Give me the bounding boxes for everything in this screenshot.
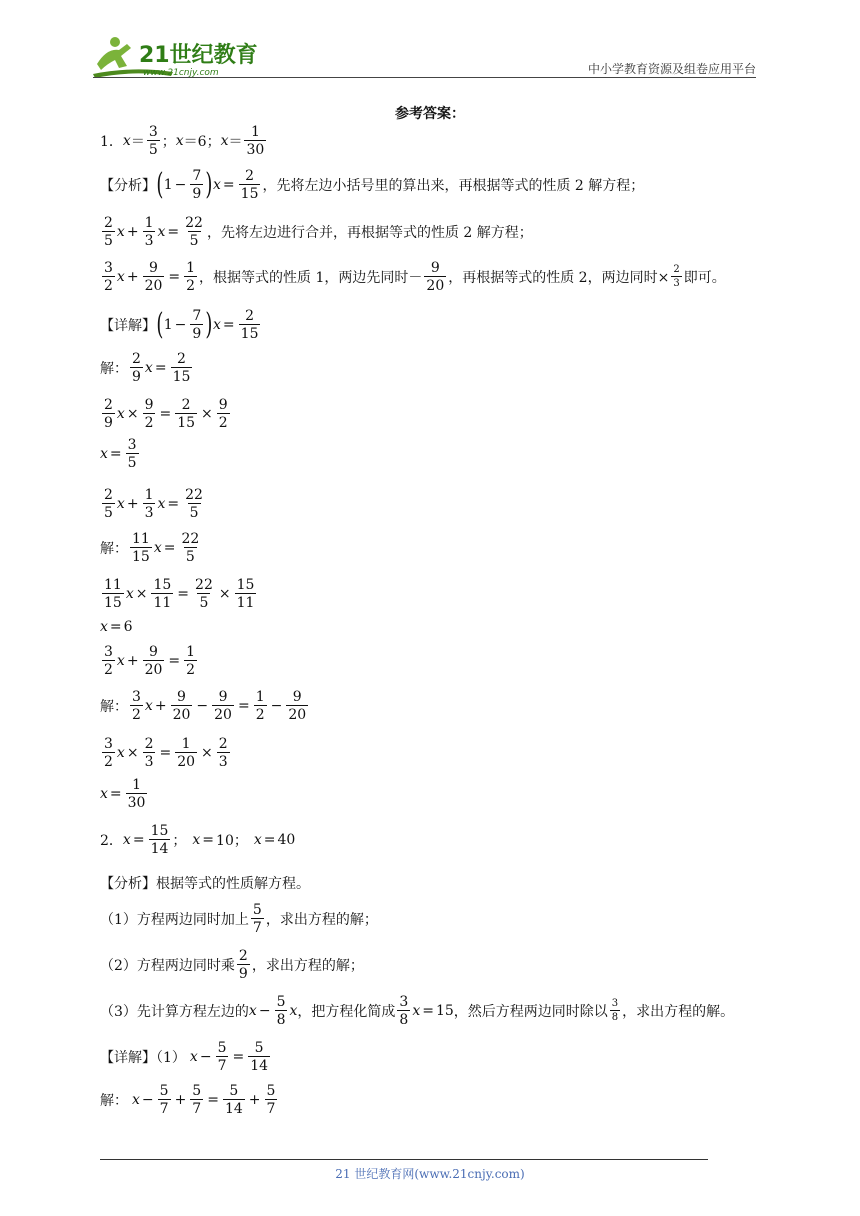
solution-step: 解： $\frac{11}{15}$ x = $\frac{22}{5}$ bbox=[100, 531, 200, 565]
analysis-2-step-2: （2）方程两边同时乘 $\frac{2}{9}$ ，求出方程的解； bbox=[100, 948, 364, 982]
detail-line-1: 【详解】 ( 1 − $\frac{7}{9}$ ) x = $\frac{2}{15}$ bbox=[100, 307, 259, 342]
answer-1-summary: 1． x ＝ $\frac{3}{5}$ ； x ＝6； x ＝ $\frac{1}{30}$ bbox=[100, 124, 265, 158]
21cnjy-logo bbox=[93, 34, 263, 80]
analysis-line-1: 【分析】 ( 1 − $\frac{7}{9}$ ) x = $\frac{2}{15}$ ，先将左边小括号里的算出来，再根据等式的性质 2 解方程； bbox=[100, 167, 645, 202]
answer-2-summary: 2． x = $\frac{15}{14}$ ； x = 10； x = 40 bbox=[100, 823, 296, 857]
solution-step: $\frac{11}{15}$ x × $\frac{15}{11}$ = $\frac{22}{5}$ × $\frac{15}{11}$ bbox=[104, 577, 255, 611]
analysis-line-3: $\frac{3}{2}$ x + $\frac{9}{20}$ = $\frac{1}{2}$ ，根据等式的性质 1，两边先同时－ $\frac{9}{20}$ ，再根据等式的性质 2，两边同时× $\frac{2}{3}$ 即可。 bbox=[104, 260, 726, 294]
analysis-line-2: $\frac{2}{5}$ x + $\frac{1}{3}$ x = $\frac{22}{5}$ ，先将左边进行合并，再根据等式的性质 2 解方程； bbox=[104, 215, 533, 249]
solution-step: $\frac{3}{2}$ x × $\frac{2}{3}$ = $\frac{1}{20}$ × $\frac{2}{3}$ bbox=[104, 736, 228, 770]
analysis-2-step-1: （1）方程两边同时加上 $\frac{5}{7}$ ，求出方程的解； bbox=[100, 902, 378, 936]
svg-text:www.21cnjy.com: www.21cnjy.com bbox=[143, 68, 219, 78]
analysis-2-step-3: （3）先计算方程左边的 x − $\frac{5}{8}$ x ，把方程化简成 $\frac{3}{8}$ x = 15 ，然后方程两边同时除以 $\frac{3}{8}$ ，求出方程的解。 bbox=[100, 994, 735, 1028]
analysis-2: 【分析】根据等式的性质解方程。 bbox=[100, 876, 310, 892]
solution-step: $\frac{2}{5}$ x + $\frac{1}{3}$ x = $\frac{22}{5}$ bbox=[104, 487, 203, 521]
header-rule bbox=[93, 77, 756, 78]
solution-step: 解： x − $\frac{5}{7}$ + $\frac{5}{7}$ = $\frac{5}{14}$ + $\frac{5}{7}$ bbox=[100, 1083, 276, 1117]
footer-link[interactable]: 21 世纪教育网(www.21cnjy.com) bbox=[335, 1167, 525, 1181]
solution-step: $\frac{3}{2}$ x + $\frac{9}{20}$ = $\frac{1}{2}$ bbox=[104, 644, 196, 678]
header-platform-text: 中小学教育资源及组卷应用平台 bbox=[587, 62, 756, 76]
svg-text:21世纪教育: 21世纪教育 bbox=[139, 43, 258, 68]
solution-step: x = $\frac{3}{5}$ bbox=[100, 437, 137, 471]
solution-step: $\frac{2}{9}$ x × $\frac{9}{2}$ = $\frac{2}{15}$ × $\frac{9}{2}$ bbox=[104, 397, 228, 431]
detail-2-line-1: 【详解】（1） x − $\frac{5}{7}$ = $\frac{5}{14}$ bbox=[100, 1040, 269, 1074]
page-title: 参考答案： bbox=[395, 106, 465, 122]
solution-step: 解： $\frac{3}{2}$ x + $\frac{9}{20}$ − $\frac{9}{20}$ = $\frac{1}{2}$ − $\frac{9}{20}$ bbox=[100, 689, 307, 723]
solution-step: x = 6 bbox=[100, 619, 133, 635]
solution-step: x = $\frac{1}{30}$ bbox=[100, 777, 146, 811]
solution-step: 解： $\frac{2}{9}$ x = $\frac{2}{15}$ bbox=[100, 351, 191, 385]
footer-rule bbox=[100, 1159, 708, 1160]
